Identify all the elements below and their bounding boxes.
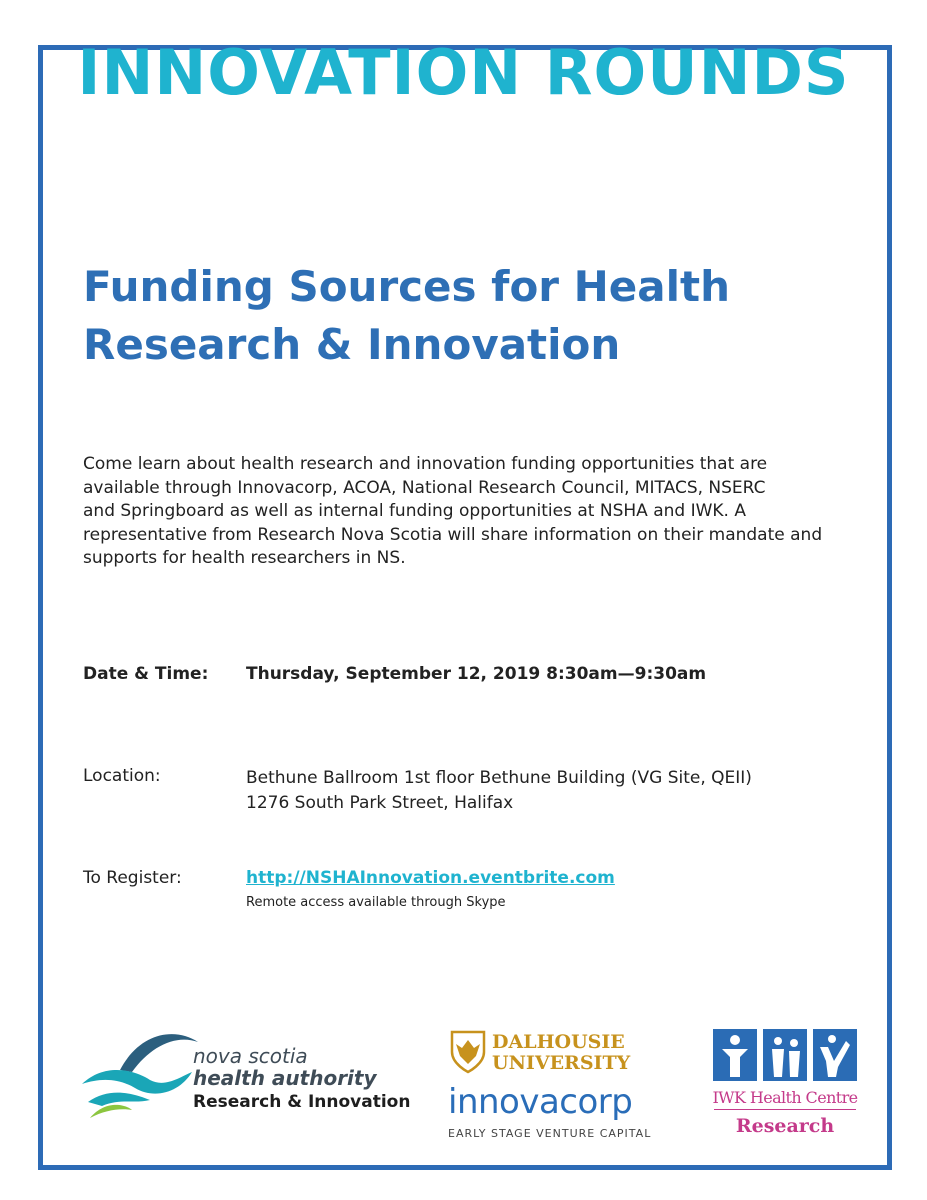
nsha-logo xyxy=(80,1022,410,1132)
page-border xyxy=(38,45,892,1170)
location-value xyxy=(246,766,752,816)
nsha-wave-icon xyxy=(80,1022,200,1122)
event-title-line: Funding Sources for Health xyxy=(83,262,730,311)
date-time-label: Date & Time: xyxy=(83,664,209,684)
description-line: and Springboard as well as internal funding opportunities at NSHA and IWK. A xyxy=(83,501,746,521)
location-line: Bethune Ballroom 1st floor Bethune Building (VG Site, QEII) xyxy=(246,768,752,788)
dalhousie-line2: UNIVERSITY xyxy=(492,1052,631,1074)
location-label: Location: xyxy=(83,766,161,786)
register-label: To Register: xyxy=(83,868,182,888)
register-link[interactable]: http://NSHAInnovation.eventbrite.com xyxy=(246,868,615,888)
dalhousie-shield-icon xyxy=(450,1030,486,1074)
innovacorp-name: innovacorp xyxy=(448,1082,633,1122)
event-title xyxy=(83,258,843,374)
iwk-divider xyxy=(714,1109,856,1110)
nsha-name-line3: Research & Innovation xyxy=(193,1092,411,1112)
nsha-name-line2: health authority xyxy=(193,1066,377,1090)
event-title-line: Research & Innovation xyxy=(83,320,621,369)
register-value xyxy=(246,868,615,910)
date-time-value: Thursday, September 12, 2019 8:30am—9:30am xyxy=(246,664,707,684)
iwk-name: IWK Health Centre xyxy=(712,1088,858,1107)
dalhousie-line1: DALHOUSIE xyxy=(492,1031,625,1053)
description-line: available through Innovacorp, ACOA, National Research Council, MITACS, NSERC xyxy=(83,477,766,498)
iwk-research: Research xyxy=(735,1115,835,1137)
iwk-logo xyxy=(710,1027,860,1142)
nsha-name-line1: nova scotia xyxy=(193,1044,308,1068)
location-line: 1276 South Park Street, Halifax xyxy=(246,793,514,813)
iwk-figures-icon xyxy=(710,1027,860,1083)
innovacorp-tagline: EARLY STAGE VENTURE CAPITAL xyxy=(448,1127,652,1140)
dalhousie-innovacorp-logo xyxy=(448,1030,652,1140)
description-line: Come learn about health research and innovation funding opportunities that are xyxy=(83,454,768,474)
event-description xyxy=(83,453,863,571)
register-note: Remote access available through Skype xyxy=(246,895,506,910)
description-line: supports for health researchers in NS. xyxy=(83,548,406,568)
page-title: INNOVATION ROUNDS xyxy=(77,36,850,109)
dalhousie-name xyxy=(492,1032,630,1074)
description-line: representative from Research Nova Scotia will share information on their mandate and xyxy=(83,524,823,545)
